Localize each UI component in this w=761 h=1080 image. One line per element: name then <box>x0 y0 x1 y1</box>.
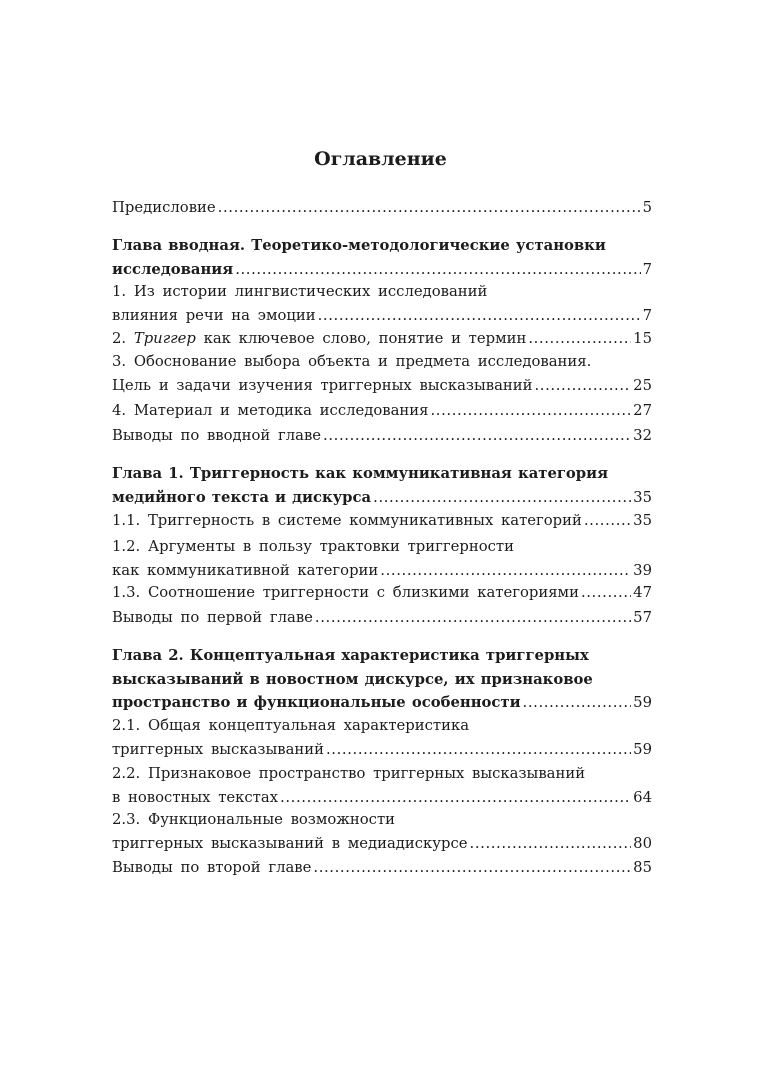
toc-entry-2-1 <box>112 714 652 761</box>
toc-entry-intro-conclusions <box>112 424 652 448</box>
toc-line <box>112 606 652 630</box>
toc-line <box>112 808 652 832</box>
toc-line <box>112 399 652 423</box>
toc-entry-chapter-1 <box>112 462 652 509</box>
toc-line <box>112 196 652 220</box>
toc-line <box>112 304 652 328</box>
toc-entry-title: 1.3. Соотношение триггерности с близкими категориями <box>112 584 579 601</box>
toc-page-number: 59 <box>633 694 652 711</box>
toc-entry-title: медийного текста и дискурса <box>112 488 372 506</box>
toc-entry-title: влияния речи на эмоции <box>112 306 316 324</box>
toc-leader-dots <box>313 856 631 880</box>
toc-leader-dots <box>326 738 631 762</box>
toc-entry-title: Глава 1. Триггерность как коммуникативная категория <box>112 465 609 482</box>
toc-page-number: 7 <box>642 260 652 278</box>
toc-line <box>112 786 652 810</box>
toc-leader-dots <box>528 327 631 351</box>
toc-page-number: 47 <box>633 584 652 601</box>
toc-line <box>112 424 652 448</box>
toc-line <box>112 581 652 605</box>
toc-page-number: 59 <box>633 740 652 758</box>
toc-entry-title: триггерных высказываний <box>112 740 324 758</box>
toc-entry-1-2 <box>112 535 652 582</box>
toc-line <box>112 644 652 668</box>
toc-entry-chapter-2 <box>112 644 652 715</box>
toc-entry-4 <box>112 399 652 423</box>
toc-entry-title <box>112 327 526 351</box>
toc-line <box>112 668 652 692</box>
toc-entry-title: Предисловие <box>112 199 216 216</box>
toc-line <box>112 691 652 715</box>
toc-page-number: 5 <box>642 199 652 216</box>
toc-entry-suffix: как ключевое слово, понятие и термин <box>195 330 527 347</box>
toc-leader-dots <box>315 606 631 630</box>
toc-entry-title: в новостных текстах <box>112 788 279 806</box>
toc-line <box>112 374 652 398</box>
toc-entry-title: 3. Обоснование выбора объекта и предмета исследования. <box>112 353 592 370</box>
toc-leader-dots <box>535 374 632 398</box>
toc-line <box>112 486 652 510</box>
toc-page-number: 80 <box>633 834 652 852</box>
toc-page-number: 85 <box>633 859 652 876</box>
toc-leader-dots <box>218 196 641 220</box>
toc-line <box>112 350 652 374</box>
page-title: Оглавление <box>314 148 447 170</box>
toc-entry-title: высказываний в новостном дискурсе, их признаковое <box>112 670 593 688</box>
toc-line <box>112 234 652 258</box>
toc-leader-dots <box>380 559 631 583</box>
toc-line <box>112 856 652 880</box>
toc-leader-dots <box>431 399 632 423</box>
toc-entry-title: Глава вводная. Теоретико-методологические установки <box>112 237 606 254</box>
toc-line <box>112 762 652 786</box>
toc-entry-3 <box>112 350 652 397</box>
toc-entry-title: 4. Материал и методика исследования <box>112 402 429 419</box>
toc-leader-dots <box>235 258 640 282</box>
toc-page-number: 25 <box>633 376 652 394</box>
toc-entry-title: 1. Из истории лингвистических исследований <box>112 283 488 300</box>
toc-entry-title: Выводы по второй главе <box>112 859 312 876</box>
toc-leader-dots <box>280 786 631 810</box>
toc-entry-prefix: 2. <box>112 330 134 347</box>
toc-entry-title: пространство и функциональные особенности <box>112 694 521 711</box>
toc-entry-1-3 <box>112 581 652 605</box>
toc-entry-title: Выводы по вводной главе <box>112 427 322 444</box>
toc-entry-2 <box>112 327 652 351</box>
toc-page-number: 39 <box>633 561 652 579</box>
toc-entry-1 <box>112 280 652 327</box>
toc-line <box>112 559 652 583</box>
toc-entry-title: 2.3. Функциональные возможности <box>112 811 396 828</box>
toc-entry-preface <box>112 196 652 220</box>
toc-leader-dots <box>323 424 631 448</box>
toc-entry-intro-chapter <box>112 234 652 281</box>
toc-entry-title: как коммуникативной категории <box>112 561 379 579</box>
toc-entry-title: 2.2. Признаковое пространство триггерных высказываний <box>112 765 586 782</box>
toc-entry-chapter-2-conclusions <box>112 856 652 880</box>
toc-line <box>112 462 652 486</box>
toc-page-number: 64 <box>633 788 652 806</box>
toc-entry-title: 1.1. Триггерность в системе коммуникативных категорий <box>112 512 582 529</box>
toc-entry-title: 2.1. Общая концептуальная характеристика <box>112 717 470 734</box>
toc-entry-title: 1.2. Аргументы в пользу трактовки триггерности <box>112 538 514 555</box>
toc-line <box>112 509 652 533</box>
toc-leader-dots <box>581 581 631 605</box>
toc-entry-title: Выводы по первой главе <box>112 609 313 626</box>
toc-leader-dots <box>318 304 641 328</box>
toc-leader-dots <box>523 691 632 715</box>
toc-page-number: 27 <box>633 402 652 419</box>
toc-page-number: 35 <box>633 512 652 529</box>
toc-entry-italic-term: Триггер <box>133 330 196 347</box>
toc-leader-dots <box>373 486 631 510</box>
toc-entry-title: исследования <box>112 260 234 278</box>
toc-leader-dots <box>470 832 632 856</box>
toc-page-number: 15 <box>633 330 652 347</box>
toc-page-number: 57 <box>633 609 652 626</box>
toc-entry-chapter-1-conclusions <box>112 606 652 630</box>
toc-page-number: 32 <box>633 427 652 444</box>
toc-line <box>112 714 652 738</box>
toc-entry-title: Цель и задачи изучения триггерных высказываний <box>112 376 533 394</box>
toc-entry-1-1 <box>112 509 652 533</box>
toc-page-number: 7 <box>642 306 652 324</box>
toc-line <box>112 327 652 351</box>
toc-entry-title: Глава 2. Концептуальная характеристика триггерных <box>112 647 589 664</box>
toc-leader-dots <box>584 509 631 533</box>
toc-line <box>112 258 652 282</box>
toc-line <box>112 535 652 559</box>
toc-line <box>112 832 652 856</box>
toc-page-number: 35 <box>633 488 652 506</box>
toc-line <box>112 738 652 762</box>
toc-entry-2-2 <box>112 762 652 809</box>
toc-entry-2-3 <box>112 808 652 855</box>
toc-line <box>112 280 652 304</box>
toc-entry-title: триггерных высказываний в медиадискурсе <box>112 834 468 852</box>
